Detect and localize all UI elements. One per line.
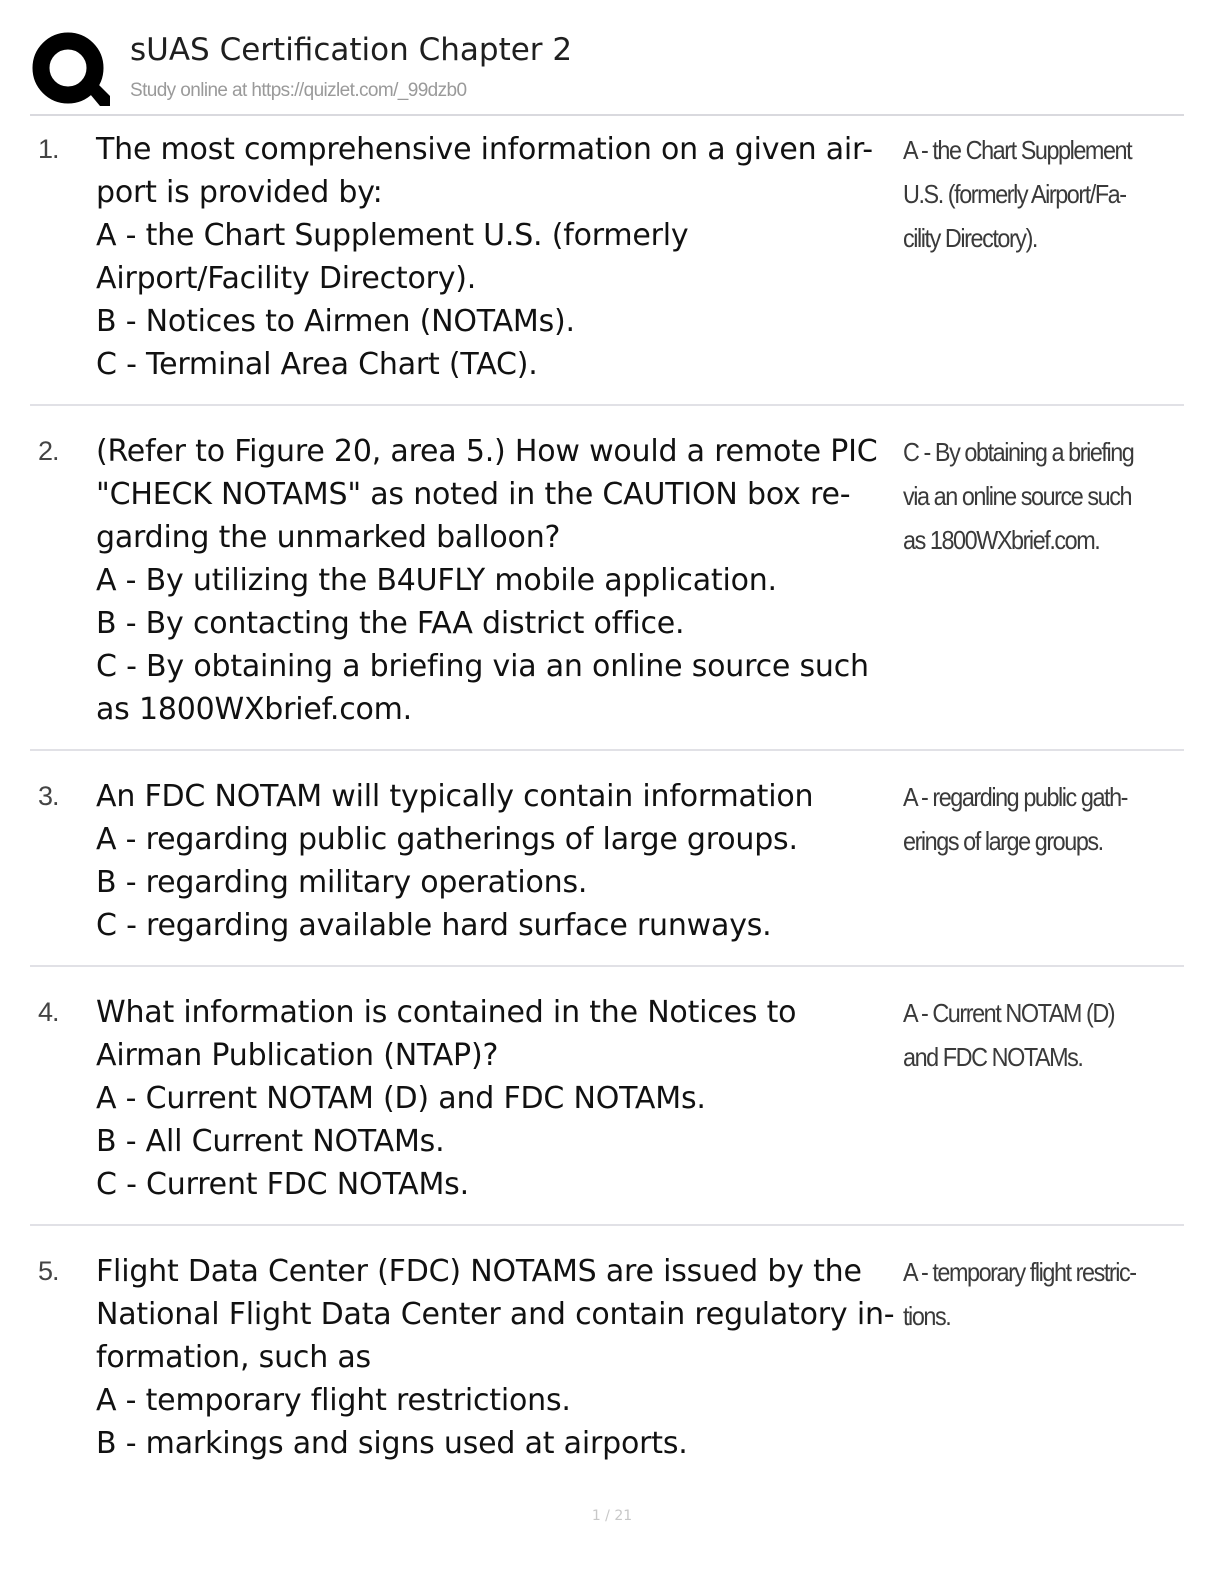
question-number: 5. <box>38 1256 59 1286</box>
question-text: (Refer to Figure 20, area 5.) How would a remote PIC "CHECK NOTAMS" as noted in the CAUTION box re-garding the unmarked balloon? <box>96 434 878 555</box>
question-item <box>30 981 1184 1226</box>
question-text: Flight Data Center (FDC) NOTAMS are issued by the National Flight Data Center and contain regulatory in-formation, such as <box>96 1254 895 1375</box>
option-b: B - Notices to Airmen (NOTAMs). <box>96 304 575 339</box>
page-header <box>30 28 1184 116</box>
option-c: C - Terminal Area Chart (TAC). <box>96 347 538 382</box>
question-text: What information is contained in the Notices to Airman Publication (NTAP)? <box>96 995 797 1073</box>
answer-text: A - regarding public gath-erings of large groups. <box>903 782 1128 856</box>
question-list <box>30 118 1184 1497</box>
question-item <box>30 420 1184 751</box>
answer-text: C - By obtaining a briefing via an online source such as 1800WXbrief.com. <box>903 437 1134 555</box>
question-text: An FDC NOTAM will typically contain information <box>96 779 814 814</box>
option-a: A - the Chart Supplement U.S. (formerly Airport/Facility Directory). <box>96 218 689 296</box>
study-online-link[interactable]: Study online at https://quizlet.com/_99dzb0 <box>130 80 467 101</box>
question-text: The most comprehensive information on a given air-port is provided by: <box>96 132 873 210</box>
option-a: A - Current NOTAM (D) and FDC NOTAMs. <box>96 1081 706 1116</box>
option-b: B - All Current NOTAMs. <box>96 1124 445 1159</box>
option-b: B - markings and signs used at airports. <box>96 1426 688 1461</box>
question-item <box>30 765 1184 967</box>
quizlet-logo-icon <box>30 30 110 110</box>
page-number: 1 / 21 <box>591 1508 633 1524</box>
question-item <box>30 118 1184 406</box>
option-b: B - regarding military operations. <box>96 865 588 900</box>
question-number: 3. <box>38 781 59 811</box>
answer-text: A - Current NOTAM (D) and FDC NOTAMs. <box>903 998 1115 1072</box>
answer-text: A - the Chart Supplement U.S. (formerly Airport/Fa-cility Directory). <box>903 135 1132 253</box>
question-body <box>96 430 896 731</box>
option-c: C - regarding available hard surface runways. <box>96 908 772 943</box>
page-title: sUAS Certification Chapter 2 <box>130 32 573 68</box>
answer-text: A - temporary flight restric-tions. <box>903 1257 1136 1331</box>
question-body <box>96 128 896 386</box>
question-body <box>96 991 896 1206</box>
option-c: C - Current FDC NOTAMs. <box>96 1167 469 1202</box>
question-number: 2. <box>38 436 59 466</box>
option-a: A - By utilizing the B4UFLY mobile application. <box>96 563 777 598</box>
question-body <box>96 775 896 947</box>
option-a: A - regarding public gatherings of large groups. <box>96 822 798 857</box>
option-c: C - By obtaining a briefing via an online source such as 1800WXbrief.com. <box>96 649 869 727</box>
question-body <box>96 1250 896 1465</box>
option-a: A - temporary flight restrictions. <box>96 1383 571 1418</box>
question-number: 4. <box>38 997 59 1027</box>
option-b: B - By contacting the FAA district office. <box>96 606 685 641</box>
question-number: 1. <box>38 134 59 164</box>
question-item <box>30 1240 1184 1483</box>
